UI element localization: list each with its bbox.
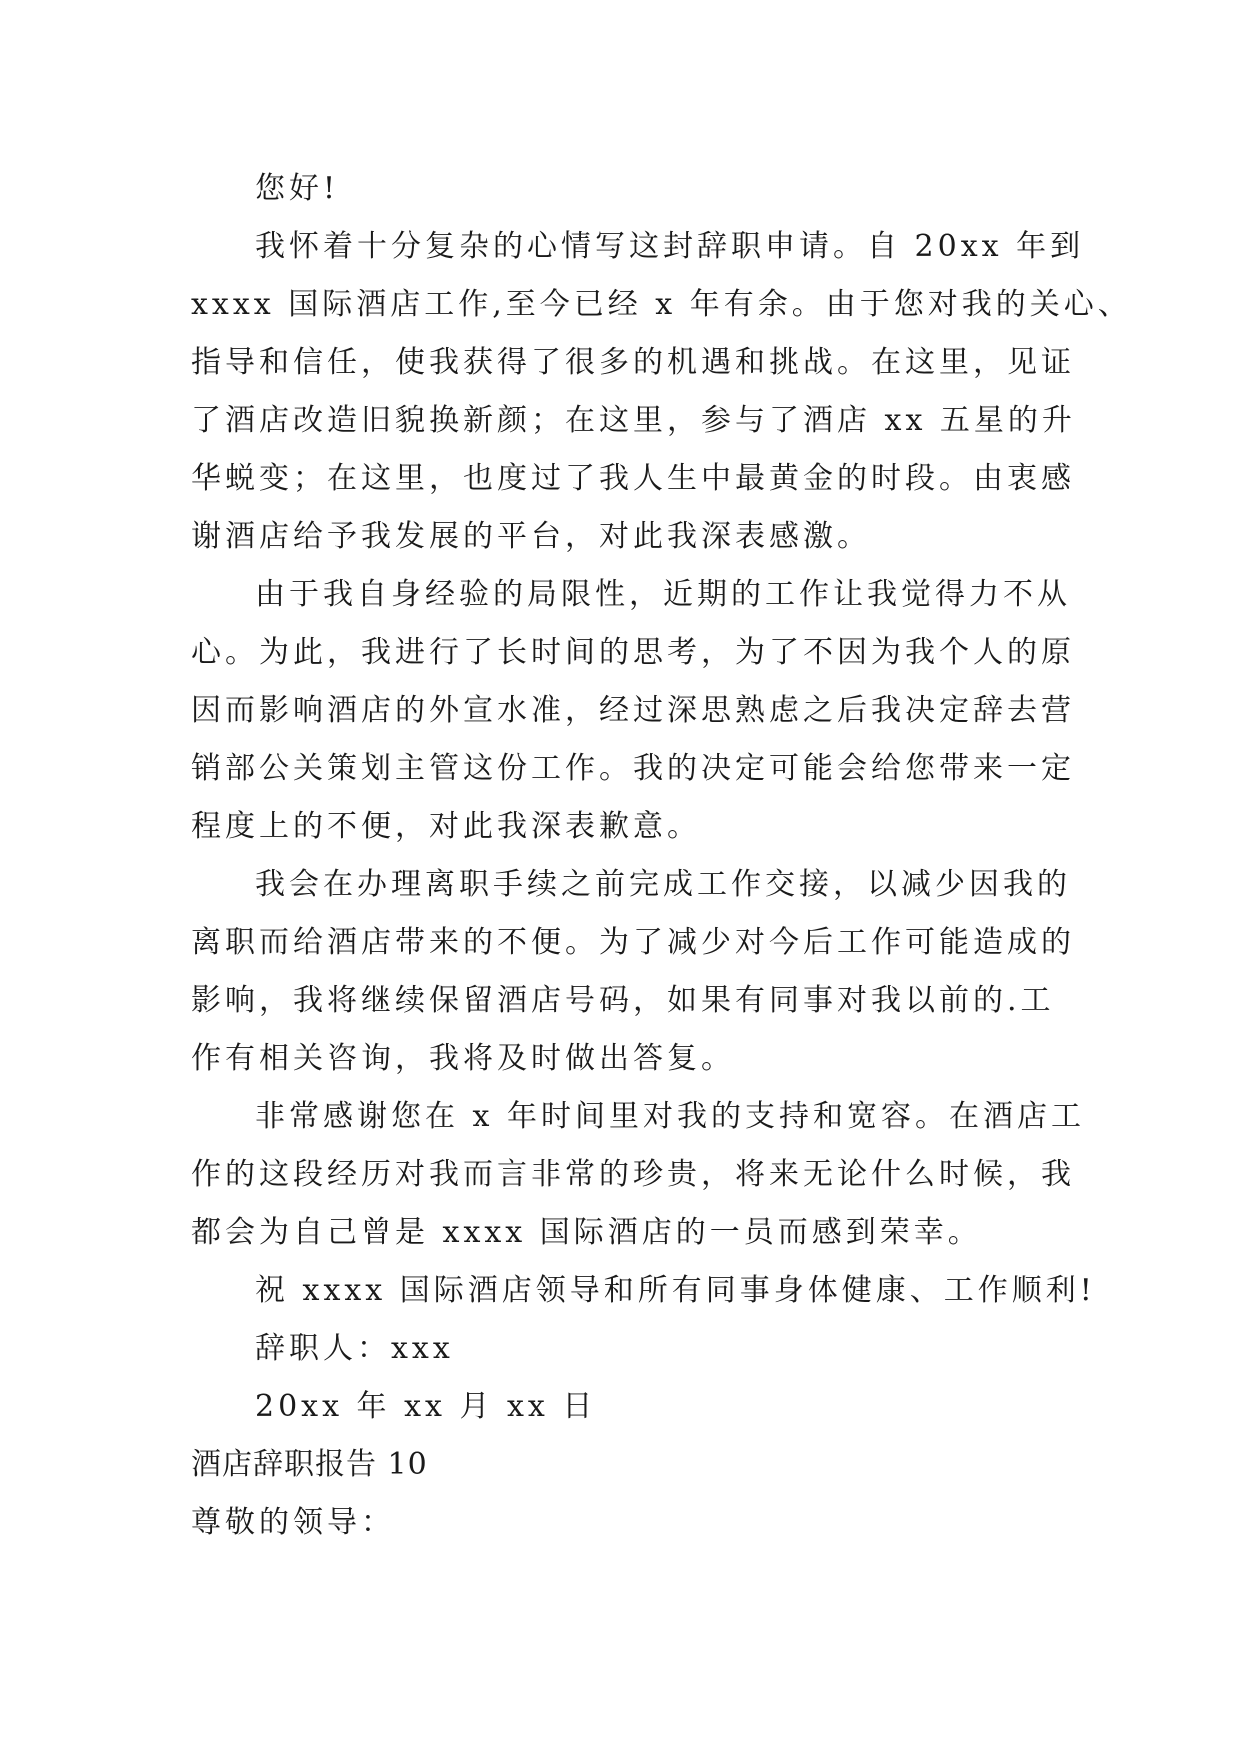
paragraph-1-line-2: xxxx 国际酒店工作,至今已经 x 年有余。由于您对我的关心、 bbox=[191, 287, 1132, 322]
salutation-line: 尊敬的领导： bbox=[191, 1505, 395, 1540]
paragraph-3-line-4: 作有相关咨询，我将及时做出答复。 bbox=[191, 1041, 735, 1076]
paragraph-2-line-2: 心。为此，我进行了长时间的思考，为了不因为我个人的原 bbox=[191, 635, 1075, 670]
paragraph-4-line-1: 非常感谢您在 x 年时间里对我的支持和宽容。在酒店工 bbox=[255, 1099, 1085, 1134]
section-heading: 酒店辞职报告 10 bbox=[191, 1447, 428, 1482]
paragraph-1-line-3: 指导和信任，使我获得了很多的机遇和挑战。在这里，见证 bbox=[191, 345, 1075, 380]
signature-line: 辞职人：xxx bbox=[255, 1331, 454, 1366]
paragraph-4-line-2: 作的这段经历对我而言非常的珍贵，将来无论什么时候，我 bbox=[191, 1157, 1075, 1192]
paragraph-2-line-3: 因而影响酒店的外宣水准，经过深思熟虑之后我决定辞去营 bbox=[191, 693, 1075, 728]
paragraph-1-line-6: 谢酒店给予我发展的平台，对此我深表感激。 bbox=[191, 519, 871, 554]
paragraph-3-line-3: 影响，我将继续保留酒店号码，如果有同事对我以前的.工 bbox=[191, 983, 1055, 1018]
paragraph-3-line-1: 我会在办理离职手续之前完成工作交接，以减少因我的 bbox=[255, 867, 1071, 902]
paragraph-2-line-5: 程度上的不便，对此我深表歉意。 bbox=[191, 809, 701, 844]
paragraph-4-line-3: 都会为自己曾是 xxxx 国际酒店的一员而感到荣幸。 bbox=[191, 1215, 982, 1250]
closing-wish: 祝 xxxx 国际酒店领导和所有同事身体健康、工作顺利! bbox=[255, 1273, 1096, 1308]
letter-body bbox=[191, 160, 1132, 1552]
paragraph-3-line-2: 离职而给酒店带来的不便。为了减少对今后工作可能造成的 bbox=[191, 925, 1075, 960]
date-line: 20xx 年 xx 月 xx 日 bbox=[255, 1389, 597, 1424]
paragraph-1-line-4: 了酒店改造旧貌换新颜；在这里，参与了酒店 xx 五星的升 bbox=[191, 403, 1076, 438]
paragraph-2-line-4: 销部公关策划主管这份工作。我的决定可能会给您带来一定 bbox=[191, 751, 1075, 786]
paragraph-1-line-1: 我怀着十分复杂的心情写这封辞职申请。自 20xx 年到 bbox=[255, 229, 1085, 264]
paragraph-2-line-1: 由于我自身经验的局限性，近期的工作让我觉得力不从 bbox=[255, 577, 1071, 612]
paragraph-1-line-5: 华蜕变；在这里，也度过了我人生中最黄金的时段。由衷感 bbox=[191, 461, 1075, 496]
greeting-line: 您好! bbox=[255, 171, 340, 206]
